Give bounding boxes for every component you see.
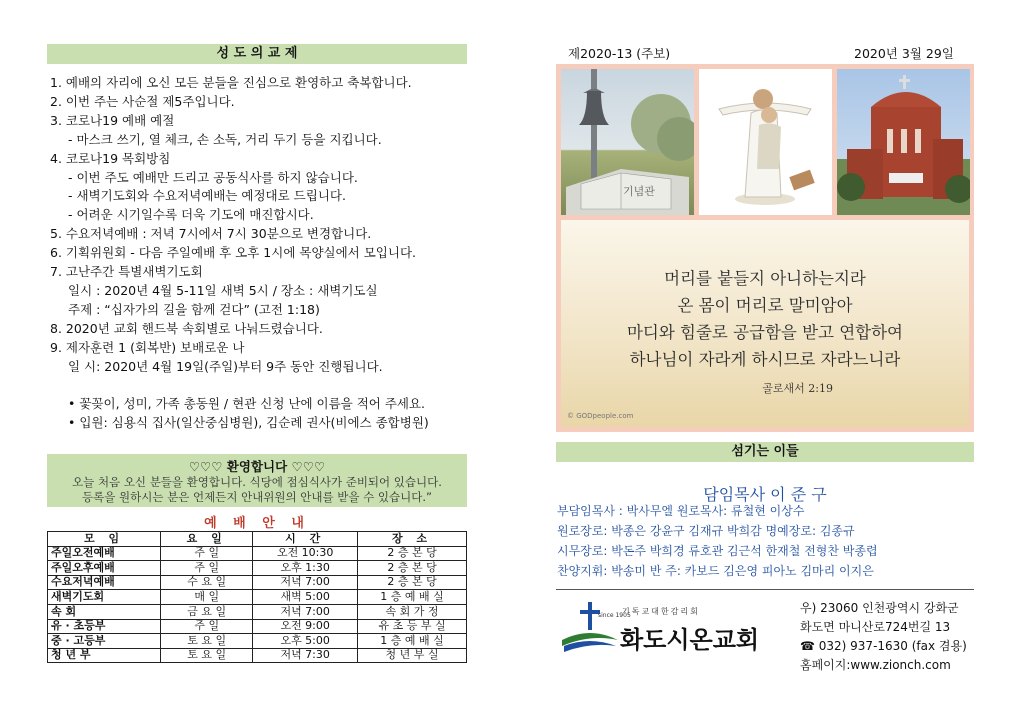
day-cell: 토 요 일: [161, 634, 253, 649]
denomination: 기독교대한감리회: [622, 607, 700, 616]
news-item: - 새벽기도회와 수요저녁예배는 예정대로 드립니다.: [68, 188, 346, 204]
staff-row-2: 원로장로: 박종은 강윤구 김재규 박희감 명예장로: 김종규: [557, 524, 855, 538]
news-item: 4. 코로나19 목회방침: [50, 150, 171, 166]
news-item: - 어려운 시기일수록 더욱 기도에 매진합시다.: [68, 207, 314, 223]
day-cell: 매 일: [161, 590, 253, 605]
day-cell: 토 요 일: [161, 648, 253, 663]
meeting-cell: 유 · 초등부: [48, 619, 161, 634]
divider: [556, 589, 974, 590]
time-cell: 새벽 5:00: [253, 590, 358, 605]
staff-row-4: 찬양지휘: 박송미 반 주: 카보드 김은영 피아노 김마리 이지은: [557, 564, 874, 578]
phone: ☎ 032) 937-1630 (fax 겸용): [800, 639, 967, 653]
verse-line-4: 하나님이 자라게 하시므로 자라느니라: [629, 350, 901, 369]
news-item: - 마스크 쓰기, 열 체크, 손 소독, 거리 두기 등을 지킵니다.: [68, 131, 382, 147]
bell-tower-photo: [561, 69, 694, 215]
news-item: 1. 예배의 자리에 오신 모든 분들을 진심으로 환영하고 축복합니다.: [50, 75, 412, 90]
welcome-line-2: 등록을 원하시는 분은 언제든지 안내위원의 안내를 받을 수 있습니다.”: [82, 490, 432, 504]
day-cell: 수 요 일: [161, 575, 253, 590]
address-line-1: 우) 23060 인천광역시 강화군: [800, 601, 959, 615]
jesus-embrace-illustration: [699, 69, 832, 215]
news-list: [50, 74, 475, 433]
place-cell: 속 회 가 정: [358, 604, 467, 619]
meeting-cell: 주일오전예배: [48, 546, 161, 561]
senior-pastor: 담임목사 이 준 구: [703, 485, 827, 504]
news-item: 주제 : “십자가의 길을 함께 걷다” (고전 1:18): [68, 301, 320, 317]
table-row: [48, 561, 467, 576]
church-building-photo: [837, 69, 970, 215]
cover-image: [556, 64, 974, 432]
news-item: 8. 2020년 교회 핸드북 속회별로 나눠드렸습니다.: [50, 320, 323, 336]
servers-title: 섬기는 이들: [556, 442, 974, 462]
time-cell: 오전 10:30: [253, 546, 358, 561]
table-header-row: [48, 532, 467, 547]
welcome-box: [47, 454, 467, 507]
time-cell: 저녁 7:00: [253, 604, 358, 619]
staff-row-1: 부담임목사 : 박사무엘 원로목사: 류철현 이상수: [557, 504, 805, 518]
place-cell: 1 층 예 배 실: [358, 590, 467, 605]
table-row: [48, 634, 467, 649]
time-cell: 오후 1:30: [253, 561, 358, 576]
church-name: 화도시온교회: [620, 626, 760, 654]
staff-row-3: 시무장로: 박돈주 박희경 류호관 김근석 한재철 전형찬 박종렵: [557, 544, 878, 558]
table-row: [48, 575, 467, 590]
news-item: • 입원: 심용식 집사(일산중심병원), 김순례 권사(비에스 종합병원): [68, 415, 429, 431]
col-header-meeting: 모 임: [48, 532, 161, 547]
news-item: 9. 제자훈련 1 (회복반) 보배로운 나: [50, 339, 245, 355]
news-item: • 꽃꽂이, 성미, 가족 총동원 / 현관 신청 난에 이름을 적어 주세요.: [68, 396, 426, 412]
meeting-cell: 주일오후예배: [48, 561, 161, 576]
issue-number: 제2020-13 (주보): [568, 46, 671, 61]
worship-schedule-table: [47, 531, 467, 663]
news-item: - 이번 주도 예배만 드리고 공동식사를 하지 않습니다.: [68, 169, 358, 185]
image-watermark: © GODpeople.com: [567, 412, 634, 420]
meeting-cell: 청 년 부: [48, 648, 161, 663]
news-item: 3. 코로나19 예배 예절: [50, 112, 175, 128]
table-row: [48, 619, 467, 634]
day-cell: 주 일: [161, 546, 253, 561]
homepage-link[interactable]: 홈페이지:www.zionch.com: [800, 658, 951, 672]
col-header-day: 요 일: [161, 532, 253, 547]
meeting-cell: 수요저녁예배: [48, 575, 161, 590]
news-item: [50, 377, 475, 396]
place-cell: 2 층 본 당: [358, 561, 467, 576]
place-cell: 유 초 등 부 실: [358, 619, 467, 634]
church-contact: [800, 599, 967, 675]
welcome-title: ♡♡♡ 환영합니다 ♡♡♡: [188, 459, 326, 474]
time-cell: 저녁 7:00: [253, 575, 358, 590]
place-cell: 2 층 본 당: [358, 546, 467, 561]
news-item: 2. 이번 주는 사순절 제5주입니다.: [50, 93, 235, 109]
welcome-line-1: 오늘 처음 오신 분들을 환영합니다. 식당에 점심식사가 준비되어 있습니다.: [72, 475, 442, 489]
table-row: [48, 590, 467, 605]
verse-reference: 골로새서 2:19: [762, 382, 833, 395]
news-item: 일시 : 2020년 4월 5-11일 새벽 5시 / 장소 : 새벽기도실: [68, 282, 378, 298]
place-cell: 청 년 부 실: [358, 648, 467, 663]
time-cell: 오후 5:00: [253, 634, 358, 649]
since-label: since 1905: [598, 612, 631, 619]
place-cell: 1 층 예 배 실: [358, 634, 467, 649]
verse-line-1: 머리를 붙들지 아니하는지라: [664, 269, 866, 288]
fellowship-title: 성 도 의 교 제: [47, 44, 467, 64]
church-logo-icon: [560, 600, 620, 652]
news-item: 6. 기획위원회 - 다음 주일예배 후 오후 1시에 목양실에서 모입니다.: [50, 245, 416, 261]
time-cell: 저녁 7:30: [253, 648, 358, 663]
table-row: [48, 648, 467, 663]
day-cell: 주 일: [161, 619, 253, 634]
table-row: [48, 546, 467, 561]
scripture-banner: [561, 220, 969, 427]
meeting-cell: 속 회: [48, 604, 161, 619]
col-header-time: 시 간: [253, 532, 358, 547]
memorial-text: 기념관: [623, 185, 655, 198]
place-cell: 2 층 본 당: [358, 575, 467, 590]
worship-guide-title: 예 배 안 내: [204, 516, 310, 531]
bulletin-date: 2020년 3월 29일: [854, 46, 954, 61]
news-item: 7. 고난주간 특별새벽기도회: [50, 264, 203, 280]
time-cell: 오전 9:00: [253, 619, 358, 634]
news-item: 5. 수요저녁예배 : 저녁 7시에서 7시 30분으로 변경합니다.: [50, 226, 372, 242]
day-cell: 주 일: [161, 561, 253, 576]
verse-line-2: 온 몸이 머리로 말미암아: [677, 296, 853, 315]
table-row: [48, 604, 467, 619]
news-item: 일 시: 2020년 4월 19일(주일)부터 9주 동안 진행됩니다.: [68, 358, 383, 374]
col-header-place: 장 소: [358, 532, 467, 547]
meeting-cell: 중 · 고등부: [48, 634, 161, 649]
day-cell: 금 요 일: [161, 604, 253, 619]
verse-line-3: 마디와 힘줄로 공급함을 받고 연합하여: [626, 323, 903, 342]
address-line-2: 화도면 마니산로724번길 13: [800, 620, 951, 634]
meeting-cell: 새벽기도회: [48, 590, 161, 605]
